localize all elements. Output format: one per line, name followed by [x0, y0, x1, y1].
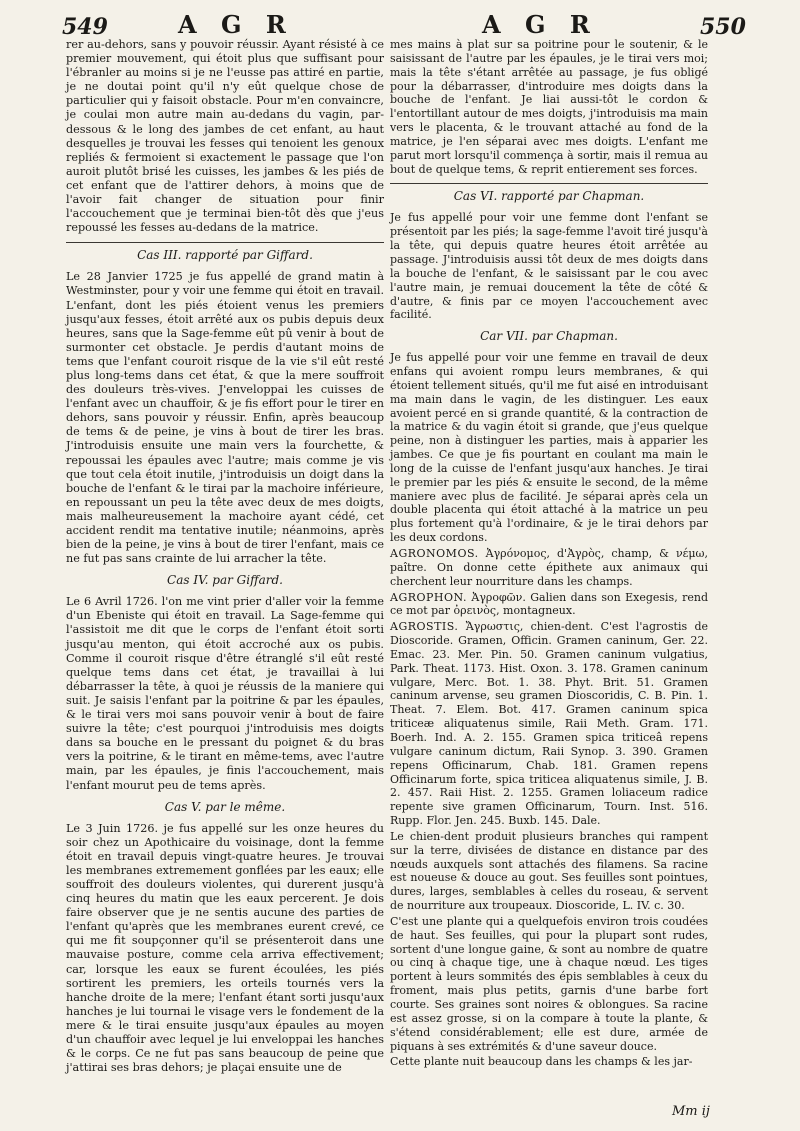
paragraph-continued-right: mes mains à plat sur sa poitrine pour le soutenir, & le saisissant de l'autre par les épaules, je le tirai vers moi; mais la tête s'étant arrêtée au passage, je fus obligé pour la débarrasser, d'introduire mes doigts dans la bouche de l'enfant. Je liai aussi-tôt le cordon & l'entortillant autour de mes doigts, j'introduisis ma main vers le placenta, & le trouvant attaché au fond de la matrice, je l'en séparai avec mes doigts. L'enfant me parut mort lorsqu'il commença à sortir, mais il remua au bout de quelque tems, & reprit entierement ses forces. — [390, 38, 708, 176]
chiendent-description: Le chien-dent produit plusieurs branches qui rampent sur la terre, divisées de distance en distance par des nœuds auxquels sont attachés des filamens. Sa racine est noueuse & douce au gout. Ses feuilles sont pointues, dures, larges, semblables à celles du roseau, & servent de nourriture aux troupeaux. Dioscoride, L. IV. c. 30. — [390, 829, 708, 913]
entry-agrostis-head: AGROSTIS. — [390, 620, 459, 634]
entry-agronomos — [390, 547, 708, 589]
case-4-text: Le 6 Avril 1726. l'on me vint prier d'aller voir la femme d'un Ebeniste qui étoit en travail. La Sage-femme qui l'assistoit me dit que le corps de l'enfant étoit sorti jusqu'au menton, qui étoit accroché aux os pubis. Comme il couroit risque d'être étranglé s'il eût resté quelque tems dans cet état, je travaillai à lui débarrasser la tête, à quoi je réussis de la maniere qui suit. Je saisis l'enfant par la poitrine & par les épaules, & le tirai vers moi sans pouvoir venir à bout de faire suivre la tête; c'est pourquoi j'introduisis mes doigts dans sa bouche en le pressant du poignet & du bras vers la poitrine, & le tirant en même-tems, avec l'autre main, par les épaules, je finis l'accouchement, mais l'enfant mourut peu de tems après. — [66, 595, 384, 792]
entry-agronomos-text: Ἀγρόνομος, d'Ἀγρὸς, champ, & νέμω, paître. On donne cette épithete aux animaux qui cherchent leur nourriture dans les champs. — [390, 547, 708, 588]
right-page-number: 550 — [700, 14, 746, 40]
left-running-title: A G R — [178, 10, 294, 39]
entry-agrophon-text: Ἀγροφῶν. Galien dans son Exegesis, rend ce mot par ὀρεινὸς, montagneux. — [390, 590, 708, 618]
case-3-title: Cas III. rapporté par Giffard. — [66, 242, 384, 263]
case-5-text: Le 3 Juin 1726. je fus appellé sur les onze heures du soir chez un Apothicaire du voisinage, dont la femme étoit en travail depuis vingt-quatre heures. Je trouvai les membranes extremement gonflées par les eaux; elle souffroit des douleurs violentes, qui durerent jusqu'à cinq heures du matin que les eaux percerent. Je dois faire observer que je ne sentis aucune des parties de l'enfant qu'après que les membranes eurent crevé, ce qui me fit soupçonner qu'il se présenteroit dans une mauvaise posture, comme cela arriva effectivement; car, lorsque les eaux se furent écoulées, les piés sortirent les premiers, les orteils tournés vers la hanche droite de la mere; l'enfant étant sorti jusqu'aux hanches je lui tournai le visage vers le fondement de la mere & le tirai ensuite jusqu'aux épaules au moyen d'un chauffoir avec lequel je lui enveloppai les hanches & le corps. Ce ne fut pas sans beaucoup de peine que j'attirai ses bras dehors; je plaçai ensuite une de — [66, 821, 384, 1075]
plant-description: C'est une plante qui a quelquefois environ trois coudées de haut. Ses feuilles, qui pour la plupart sont rudes, sortent d'une longue gaine, & sont au nombre de quatre ou cinq à chaque tige, une à chaque nœud. Les tiges portent à leurs sommités des épis semblables à ceux du froment, mais plus petits, garnis d'une barbe fort courte. Ses graines sont noires & oblongues. Sa racine est assez grosse, si on la compare à toute la plante, & s'étend considérablement; elle est dure, armée de piquans à ses extrémités & d'une saveur douce. — [390, 914, 708, 1053]
right-column — [390, 38, 708, 1071]
left-column — [66, 38, 384, 1077]
signature-mark: Mm ij — [672, 1104, 710, 1119]
last-line: Cette plante nuit beaucoup dans les champs & les jar- — [390, 1055, 693, 1069]
case-3-text: Le 28 Janvier 1725 je fus appellé de grand matin à Westminster, pour y voir une femme qui étoit en travail. L'enfant, dont les piés étoient venus les premiers jusqu'aux fesses, étoit arrêté aux os pubis depuis deux heures, sans que la Sage-femme eût pû venir à bout de surmonter cet obstacle. Je perdis d'autant moins de tems que l'enfant couroit risque de la vie s'il eût resté plus long-tems dans cet état, & que la mere souffroit des douleurs très-vives. J'enveloppai les cuisses de l'enfant avec un chauffoir, & je fis effort pour le tirer en dehors, sans pouvoir y réussir. Enfin, après beaucoup de tems & de peine, je vins à bout de tirer les bras. J'introduisis ensuite une main vers la fourchette, & repoussai les épaules avec l'autre; mais comme je vis que tout cela étoit inutile, j'introduisis un doigt dans la bouche de l'enfant & le tirai par la machoire inférieure, en repoussant un peu la tête avec deux de mes doigts, mais malheureusement la machoire ayant cédé, cet accident rendit ma tentative inutile; néanmoins, après bien de la peine, je vins à bout de tirer l'enfant, mais ce ne fut pas sans crainte de lui arracher la tête. — [66, 270, 384, 566]
right-running-title: A G R — [482, 10, 598, 39]
entry-agrostis-text: Ἄγρωστις, chien-dent. C'est l'agrostis de Dioscoride. Gramen, Officin. Gramen caninum, Ger. 22. Emac. 23. Mer. Pin. 50. Gramen caninum vulgatius, Park. Theat. 1173. Hist. Oxon. 3. 178. Gramen caninum vulgare, Merc. Bot. 1. 38. Phyt. Brit. 51. Gramen caninum arvense, seu gramen Dioscoridis, C. B. Pin. 1. Theat. 7. Elem. Bot. 417. Gramen caninum spica triticeæ aliquatenus simile, Raii Meth. Gram. 171. Boerh. Ind. A. 2. 155. Gramen spica triticeâ repens vulgare caninum dictum, Raii Synop. 3. 390. Gramen repens Officinarum, Chab. 181. Gramen repens Officinarum forte, spica triticea aliquatenus simile, J. B. 2. 457. Raii Hist. 2. 1255. Gramen loliaceum radice repente sive gramen Officinarum, Tourn. Inst. 516. Rupp. Flor. Jen. 245. Buxb. 145. Dale. — [390, 620, 708, 828]
case-7-text: Je fus appellé pour voir une femme en travail de deux enfans qui avoient rompu leurs membranes, & qui étoient tellement situés, qu'il me fut aisé en introduisant ma main dans le vagin, de les distinguer. Les eaux avoient percé en si grande quantité, & la contraction de la matrice & du vagin étoit si grande, que j'eus quelque peine, non à distinguer les parties, mais à apparier les jambes. Ce que je fis pourtant en coulant ma main le long de la cuisse de l'enfant jusqu'aux hanches. Je tirai le premier par les piés & ensuite le second, de la même maniere avec plus de facilité. Je séparai après cela un double placenta qui étoit attaché à la matrice un peu plus fortement qu'à l'ordinaire, & je le tirai dehors par les deux cordons. — [390, 351, 708, 545]
paragraph-continued: rer au-dehors, sans y pouvoir réussir. Ayant résisté à ce premier mouvement, qui étoit plus que suffisant pour l'ébranler au moins si je ne l'eusse pas attiré en partie, je ne doutai point qu'il n'y eût quelque chose de particulier qui y faisoit obstacle. Pour m'en convaincre, je coulai mon autre main au-dedans du vagin, par-dessous & le long des jambes de cet enfant, au haut desquelles je trouvai les fesses qui tenoient les genoux repliés & fermoient si exactement le passage que l'on auroit plutôt brisé les cuisses, les jambes & les piés de cet enfant que de l'attirer dehors, à moins que de l'avoir fait changer de situation pour finir l'accouchement que je terminai bien-tôt dès que j'eus repoussé les fesses au-dedans de la matrice. — [66, 38, 384, 235]
entry-agrostis — [390, 620, 708, 828]
entry-agrophon-head: AGROPHON. — [390, 590, 467, 604]
case-4-title: Cas IV. par Giffard. — [167, 573, 283, 588]
left-page-number: 549 — [62, 14, 108, 40]
case-6-title: Cas VI. rapporté par Chapman. — [390, 183, 708, 204]
entry-agrophon — [390, 591, 708, 619]
entry-agronomos-head: AGRONOMOS. — [390, 547, 479, 560]
case-7-title: Car VII. par Chapman. — [480, 329, 618, 344]
case-5-title: Cas V. par le même. — [164, 799, 286, 814]
case-6-text: Je fus appellé pour voir une femme dont l'enfant se présentoit par les piés; la sage-femme l'avoit tiré jusqu'à la tête, qui depuis quatre heures étoit arrêtée au passage. J'introduisis aussi tôt deux de mes doigts dans la bouche de l'enfant, & le saisissant par le cou avec l'autre main, je remuai doucement la tête de côté & d'autre, & finis par ce moyen l'accouchement avec facilité. — [390, 211, 708, 322]
